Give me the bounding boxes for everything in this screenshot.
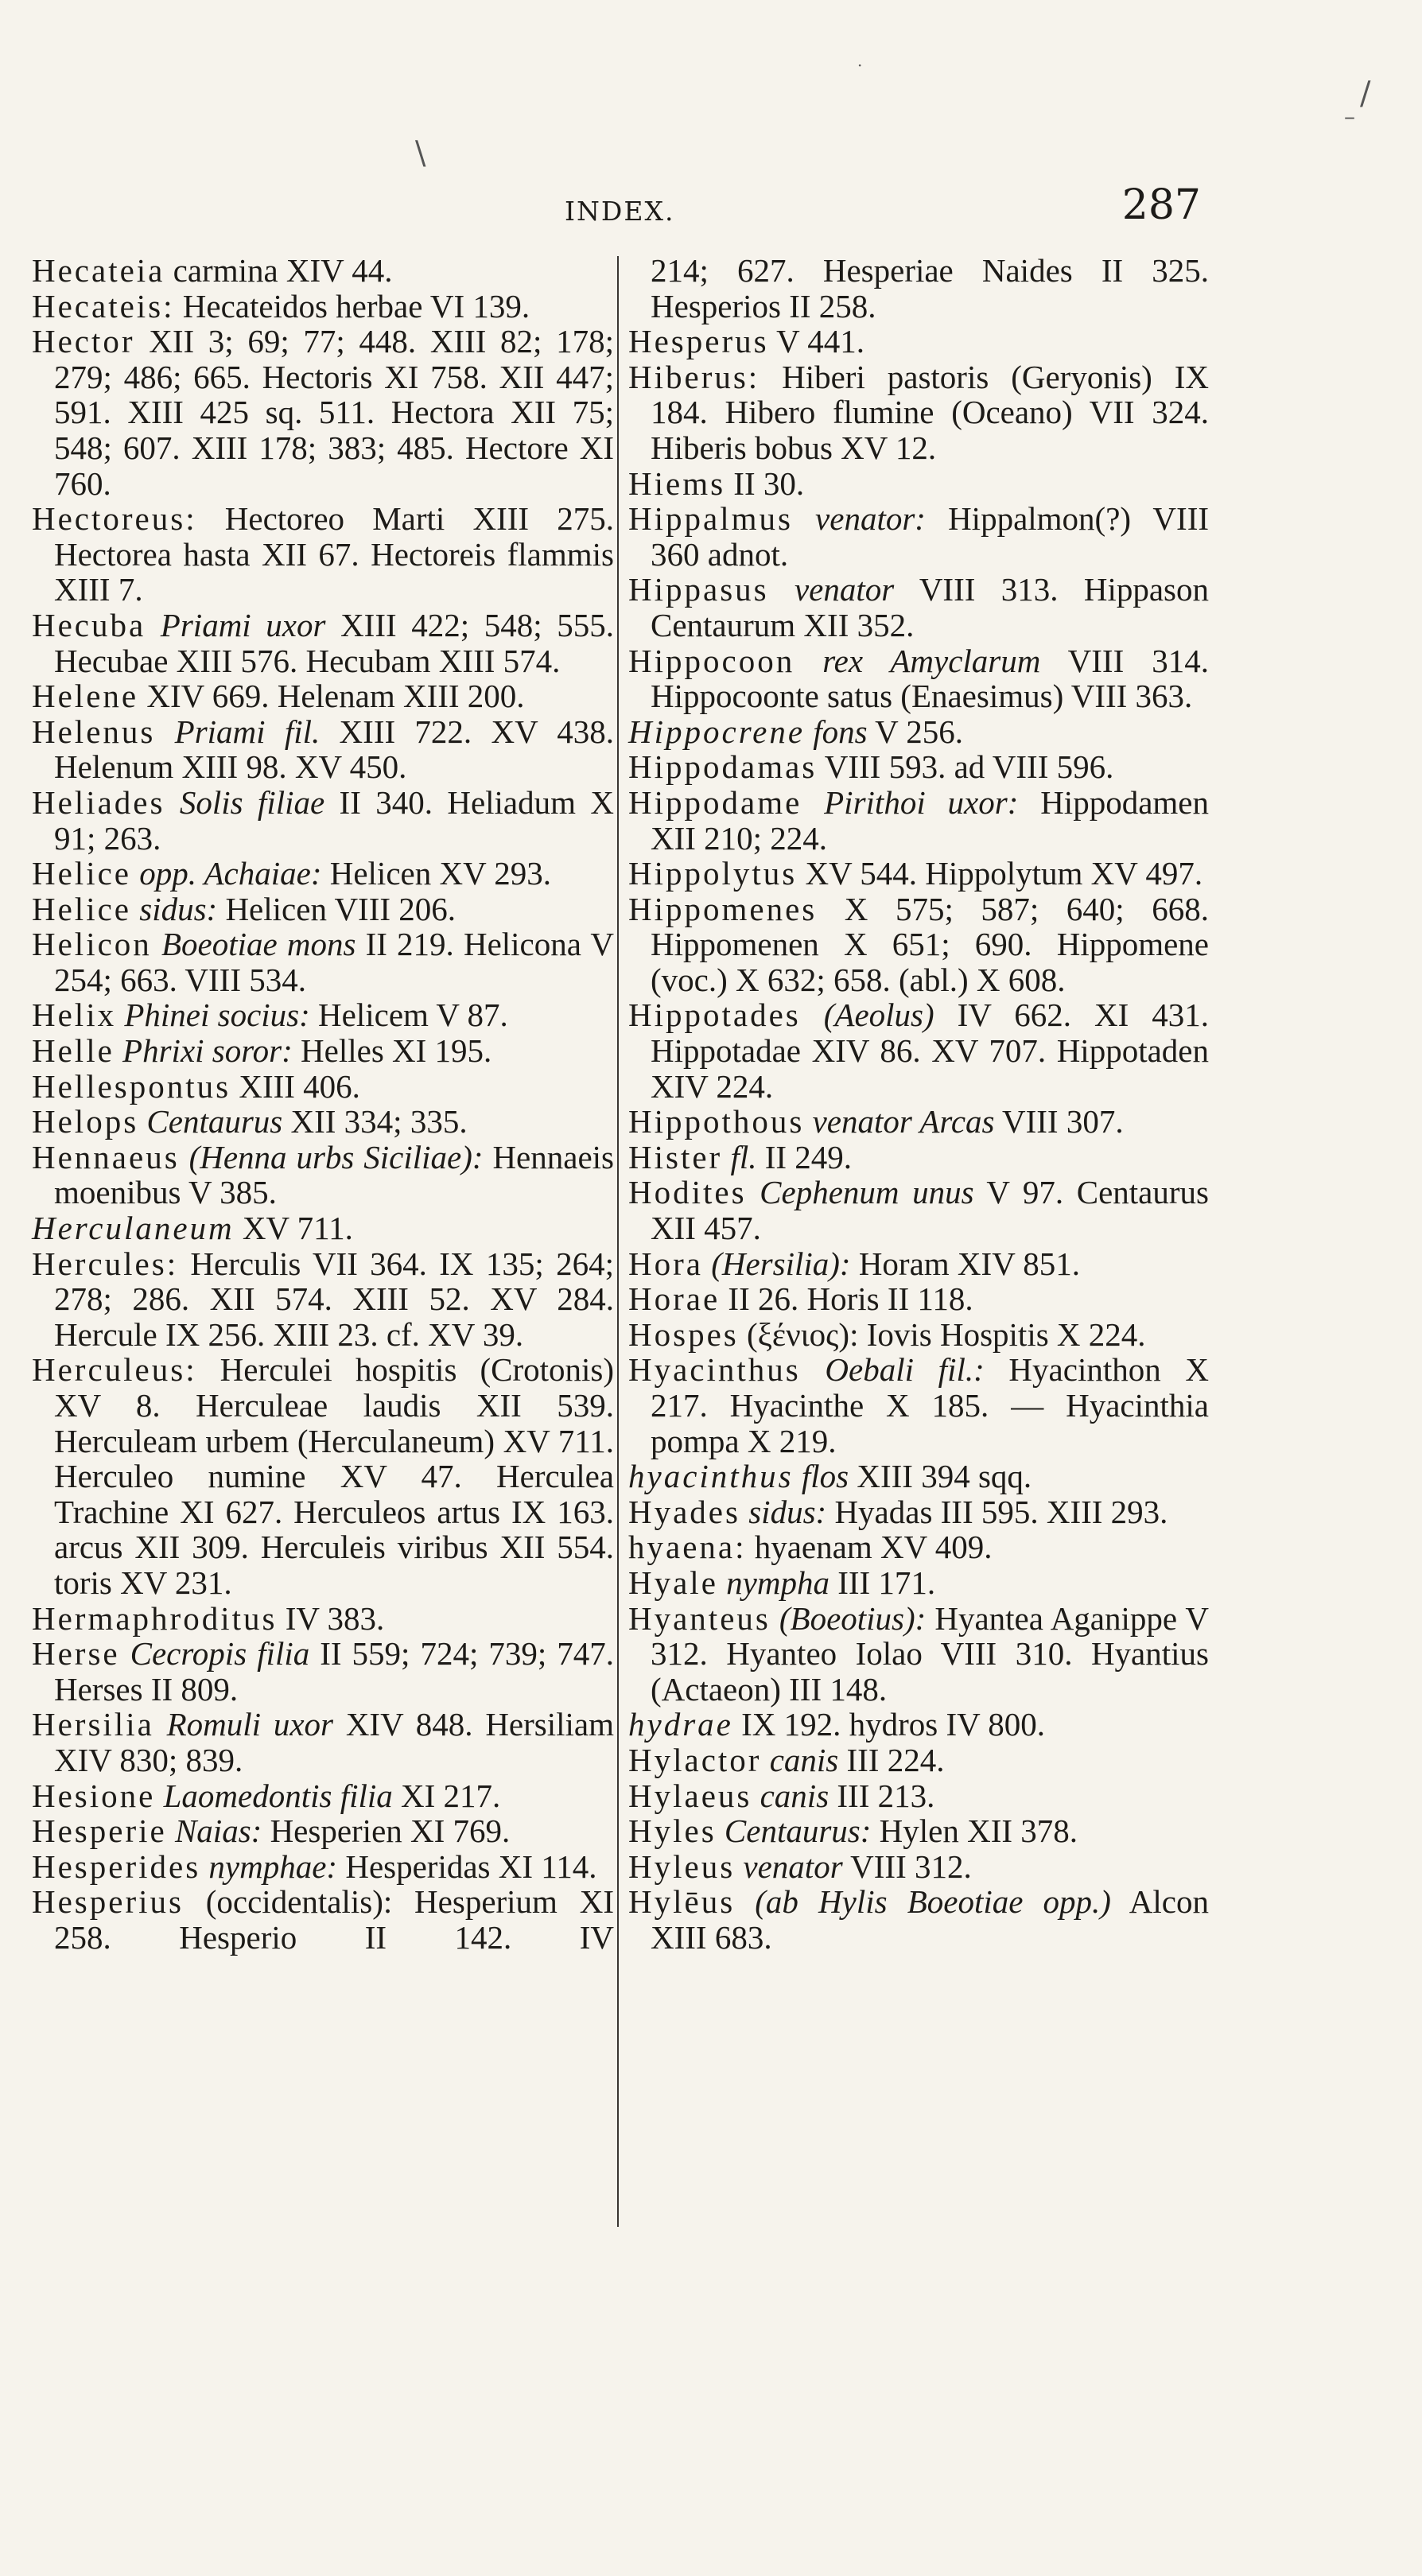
index-entry <box>628 1813 1209 1849</box>
entry-references: Helicem V 87. <box>309 997 508 1034</box>
entry-references: XIII 394 sqq. <box>849 1458 1032 1495</box>
entry-gloss: Phinei socius: <box>116 997 310 1034</box>
entry-headword: Helenus <box>32 713 156 750</box>
index-entry <box>32 1210 614 1246</box>
entry-references: Helles XI 195. <box>292 1032 492 1070</box>
entry-references: Alcon XIII 683. <box>651 1883 1210 1956</box>
entry-references: Horam XIV 851. <box>850 1245 1081 1282</box>
entry-references: II 26. Horis II 118. <box>720 1280 973 1318</box>
index-entry <box>32 1849 614 1885</box>
entry-references: III 213. <box>829 1777 935 1814</box>
index-entry <box>628 324 1209 359</box>
entry-references: III 224. <box>838 1741 945 1778</box>
index-entry <box>628 1140 1209 1175</box>
index-entry <box>32 927 614 997</box>
index-entry <box>32 1033 614 1069</box>
entry-references: Helicen XV 293. <box>321 855 551 892</box>
entry-headword: Hyles <box>628 1813 717 1850</box>
entry-gloss: Cecropis filia <box>119 1635 310 1673</box>
entry-gloss: opp. Achaiae: <box>130 855 322 892</box>
index-entry <box>628 1104 1209 1140</box>
index-entry <box>628 1601 1209 1708</box>
entry-gloss: (ab Hylis Boeotiae opp.) <box>735 1883 1111 1921</box>
index-entry <box>628 1884 1209 1955</box>
entry-references: XIII 422; 548; 555. Hecubae XIII 576. Hecubam XIII 574. <box>54 606 614 679</box>
entry-headword: Hippalmus <box>628 500 793 538</box>
entry-gloss: (Aeolus) <box>800 997 934 1034</box>
index-entry <box>628 501 1209 572</box>
entry-headword: Hylaeus <box>628 1777 752 1814</box>
index-entry <box>628 1743 1209 1778</box>
entry-references: XV 711. <box>234 1210 353 1247</box>
entry-gloss: Boeotiae mons <box>151 926 356 963</box>
index-entry <box>32 1104 614 1140</box>
entry-gloss: venator: <box>792 500 926 538</box>
entry-headword: Hippodame <box>628 783 802 821</box>
index-entry <box>32 289 614 324</box>
entry-gloss: nymphae: <box>200 1847 338 1885</box>
entry-references: Herculis VII 364. IX 135; 264; 278; 286. XII 574. XIII 52. XV 284. Hercule IX 256. XIII 23. cf. XV 39. <box>54 1245 614 1353</box>
entry-references: XV 544. Hippolytum XV 497. <box>797 855 1203 892</box>
running-title: INDEX. <box>565 196 675 227</box>
index-entry <box>628 1352 1209 1459</box>
index-entry <box>32 1636 614 1707</box>
index-entry <box>628 1246 1209 1282</box>
entry-headword: Hyale <box>628 1564 718 1601</box>
entry-headword: Helops <box>32 1103 139 1140</box>
index-entry <box>32 1813 614 1849</box>
entry-headword: Hospes <box>628 1315 739 1353</box>
entry-headword: Hodites <box>628 1174 747 1211</box>
entry-headword: Hesperie <box>32 1813 167 1850</box>
entry-headword: Hennaeus <box>32 1138 180 1175</box>
entry-headword: Hister <box>628 1138 723 1175</box>
entry-gloss: nympha <box>717 1564 830 1601</box>
entry-gloss: Solis filiae <box>165 783 325 821</box>
entry-headword: Hippomenes <box>628 890 818 927</box>
index-entry <box>628 856 1209 892</box>
entry-headword: Herculaneum <box>32 1210 235 1247</box>
entry-references: II 249. <box>756 1138 853 1175</box>
entry-headword: hydrae <box>628 1706 733 1743</box>
entry-references: Hyantea Aganippe V 312. Hyanteo Iolao VIII 310. Hyantius (Actaeon) III 148. <box>651 1599 1209 1708</box>
entry-gloss: canis <box>752 1777 830 1814</box>
entry-headword: Hyleus <box>628 1847 736 1885</box>
entry-gloss: Cephenum unus <box>746 1174 974 1211</box>
entry-headword: Hellespontus <box>32 1067 231 1105</box>
entry-headword: Herculeus: <box>32 1351 197 1389</box>
entry-headword: Hermaphroditus <box>32 1599 278 1637</box>
entry-references: IV 383. <box>277 1599 385 1637</box>
entry-references: Hesperidas XI 114. <box>337 1847 597 1885</box>
entry-gloss: (Henna urbs Siciliae): <box>179 1138 484 1175</box>
index-entry <box>32 678 614 714</box>
entry-headword: Hecateia <box>32 252 165 289</box>
entry-references: XIV 848. Hersiliam XIV 830; 839. <box>54 1706 615 1778</box>
index-entry <box>628 785 1209 856</box>
index-entry <box>32 785 614 856</box>
index-entry <box>32 608 614 678</box>
entry-references: Hesperien XI 769. <box>262 1813 511 1850</box>
entry-headword: Hesperides <box>32 1847 201 1885</box>
entry-references: XII 3; 69; 77; 448. XIII 82; 178; 279; 486; 665. Hectoris XI 758. XII 447; 591. XIII 425 sq. 511. Hectora XII 75; 548; 607. XIII 178; 383; 485. Hectore XI 760. <box>54 323 614 502</box>
scan-mark: · <box>857 56 863 75</box>
entry-gloss: sidus: <box>130 890 218 927</box>
index-entry <box>628 1849 1209 1885</box>
entry-references: VIII 312. <box>842 1847 972 1885</box>
entry-references: IX 192. hydros IV 800. <box>732 1706 1046 1743</box>
scan-mark: – <box>1344 103 1355 130</box>
entry-headword: Hesione <box>32 1777 156 1814</box>
entry-gloss: (Boeotius): <box>770 1599 927 1637</box>
index-entry <box>628 1281 1209 1317</box>
index-entry <box>628 1565 1209 1601</box>
entry-references: X 575; 587; 640; 668. Hippomenen X 651; 690. Hippomene (voc.) X 632; 658. (abl.) X 608. <box>651 890 1209 998</box>
entry-references: Herculei hospitis (Crotonis) XV 8. Herculeae laudis XII 539. Herculeam urbem (Herculaneum) XV 711. Herculeo numine XV 47. Herculea Trachine XI 627. Herculeos artus IX 163. arcus XII 309. Herculeis viribus XII 554. toris XV 231. <box>54 1351 614 1601</box>
entry-gloss: venator <box>768 571 895 608</box>
entry-headword: Hyanteus <box>628 1599 771 1637</box>
entry-references: (occidentalis): Hesperium XI 258. Hesperio II 142. IV <box>54 1883 614 1956</box>
entry-references: Helicen VIII 206. <box>217 890 457 927</box>
page-number: 287 <box>1121 181 1201 229</box>
entry-gloss: fons <box>805 713 868 750</box>
entry-references: V 97. Centaurus XII 457. <box>651 1174 1209 1247</box>
entry-references: XIII 722. XV 438. Helenum XIII 98. XV 450. <box>54 713 614 786</box>
entry-headword: Helene <box>32 678 139 715</box>
entry-references: III 171. <box>829 1564 936 1601</box>
entry-headword: Hora <box>628 1245 703 1282</box>
entry-gloss: Priami fil. <box>155 713 321 750</box>
scan-mark: / <box>1360 76 1371 112</box>
entry-headword: Hesperius <box>32 1883 184 1921</box>
entry-references: XIV 669. Helenam XIII 200. <box>138 678 525 715</box>
entry-gloss: Priami uxor <box>146 606 326 643</box>
index-column-right <box>628 253 1209 1956</box>
column-divider <box>617 256 619 2227</box>
entry-headword: Hippasus <box>628 571 769 608</box>
index-entry <box>628 1529 1209 1565</box>
index-entry <box>628 1494 1209 1530</box>
entry-references: II 30. <box>725 464 805 502</box>
entry-gloss: Romuli uxor <box>153 1706 334 1743</box>
entry-headword: Hippolytus <box>628 855 798 892</box>
index-entry <box>628 1778 1209 1814</box>
entry-headword: Hippocrene <box>628 713 806 750</box>
entry-gloss: rex Amyclarum <box>795 642 1041 679</box>
entry-references: VIII 313. Hippason Centaurum XII 352. <box>651 571 1209 643</box>
index-entry <box>32 997 614 1033</box>
entry-headword: Hecuba <box>32 606 146 643</box>
entry-headword: Heliades <box>32 783 165 821</box>
entry-headword: Hecateis: <box>32 287 175 324</box>
index-entry <box>628 1317 1209 1353</box>
entry-gloss: sidus: <box>740 1493 827 1530</box>
entry-gloss: canis <box>761 1741 839 1778</box>
index-entry <box>32 1069 614 1105</box>
entry-references: VIII 593. ad VIII 596. <box>817 748 1114 786</box>
entry-gloss: venator Arcas <box>804 1103 995 1140</box>
entry-references: VIII 314. Hippocoonte satus (Enaesimus) VIII 363. <box>651 642 1209 715</box>
entry-references: 214; 627. Hesperiae Naides II 325. Hesperios II 258. <box>651 252 1209 324</box>
entry-references: Hippodamen XII 210; 224. <box>651 783 1209 857</box>
entry-headword: Hector <box>32 323 135 360</box>
index-entry <box>628 892 1209 998</box>
index-entry <box>628 572 1209 643</box>
entry-references: Hyadas III 595. XIII 293. <box>826 1493 1168 1530</box>
entry-headword: Helice <box>32 855 131 892</box>
entry-headword: Helle <box>32 1032 115 1070</box>
entry-references: Hecateidos herbae VI 139. <box>174 287 530 324</box>
index-entry <box>32 856 614 892</box>
entry-references: IV 662. XI 431. Hippotadae XIV 86. XV 707. Hippotaden XIV 224. <box>651 997 1209 1105</box>
entry-headword: Hercules: <box>32 1245 179 1282</box>
entry-headword: Hiems <box>628 464 726 502</box>
entry-headword: Hylactor <box>628 1741 762 1778</box>
entry-headword: Helix <box>32 997 117 1034</box>
index-entry <box>32 892 614 927</box>
entry-headword: Helicon <box>32 926 152 963</box>
index-entry <box>32 1884 614 1955</box>
entry-gloss: fl. <box>722 1138 757 1175</box>
index-entry <box>32 1601 614 1637</box>
index-entry <box>32 1352 614 1600</box>
index-entry <box>628 1459 1209 1494</box>
entry-references: Hiberi pastoris (Geryonis) IX 184. Hibero flumine (Oceano) VII 324. Hiberis bobus XV 12. <box>651 358 1209 466</box>
entry-headword: Hylēus <box>628 1883 736 1921</box>
entry-gloss: flos <box>793 1458 849 1495</box>
index-entry <box>628 359 1209 466</box>
entry-gloss: Oebali fil.: <box>800 1351 985 1389</box>
entry-headword: Hyades <box>628 1493 740 1530</box>
entry-references: II 340. Heliadum X 91; 263. <box>54 783 614 857</box>
index-entry <box>628 1707 1209 1743</box>
entry-references: V 256. <box>867 713 964 750</box>
entry-headword: Hippodamas <box>628 748 818 786</box>
scan-mark: \ <box>415 135 426 172</box>
index-entry <box>32 714 614 785</box>
entry-headword: Hyacinthus <box>628 1351 801 1389</box>
entry-references: XI 217. <box>392 1777 501 1814</box>
index-entry <box>32 501 614 608</box>
entry-gloss: Naias: <box>166 1813 262 1850</box>
entry-headword: Hippothous <box>628 1103 805 1140</box>
entry-references: Hyacinthon X 217. Hyacinthe X 185. — Hyacinthia pompa X 219. <box>651 1351 1209 1459</box>
index-entry <box>628 997 1209 1104</box>
index-entry <box>32 253 614 289</box>
entry-gloss: Pirithoi uxor: <box>802 783 1019 821</box>
entry-references: XII 334; 335. <box>282 1103 468 1140</box>
index-entry <box>628 749 1209 785</box>
index-entry <box>32 1246 614 1353</box>
entry-references: II 559; 724; 739; 747. Herses II 809. <box>54 1635 614 1708</box>
entry-references: Hippalmon(?) VIII 360 adnot. <box>651 500 1209 573</box>
index-entry <box>32 1778 614 1814</box>
entry-headword: hyacinthus <box>628 1458 794 1495</box>
index-entry <box>628 714 1209 750</box>
index-entry <box>628 1175 1209 1245</box>
entry-gloss: venator <box>735 1847 843 1885</box>
page-header <box>0 181 1225 237</box>
entry-headword: Hersilia <box>32 1706 154 1743</box>
entry-headword: Herse <box>32 1635 120 1673</box>
entry-gloss: Centaurus <box>138 1103 283 1140</box>
index-entry <box>628 253 1209 324</box>
index-entry <box>32 1707 614 1778</box>
entry-references: XIII 406. <box>231 1067 360 1105</box>
entry-references: II 219. Helicona V 254; 663. VIII 534. <box>54 926 614 998</box>
index-entry <box>32 324 614 501</box>
entry-gloss: Phrixi soror: <box>114 1032 293 1070</box>
entry-headword: Hectoreus: <box>32 500 197 538</box>
entry-references: hyaenam XV 409. <box>746 1529 993 1566</box>
entry-gloss: (Hersilia): <box>702 1245 851 1282</box>
index-entry <box>628 643 1209 714</box>
entry-references: carmina XIV 44. <box>165 252 393 289</box>
entry-headword: Helice <box>32 890 131 927</box>
entry-references: Hectoreo Marti XIII 275. Hectorea hasta XII 67. Hectoreis flammis XIII 7. <box>54 500 614 608</box>
entry-headword: Hesperus <box>628 323 769 360</box>
entry-headword: hyaena: <box>628 1529 747 1566</box>
entry-references: Hennaeis moenibus V 385. <box>54 1138 614 1211</box>
entry-headword: Hippotades <box>628 997 801 1034</box>
entry-headword: Hiberus: <box>628 358 760 395</box>
entry-references: VIII 307. <box>994 1103 1124 1140</box>
entry-headword: Horae <box>628 1280 721 1318</box>
entry-references: V 441. <box>768 323 864 360</box>
entry-references: (ξένιος): Iovis Hospitis X 224. <box>738 1315 1146 1353</box>
index-entry <box>628 466 1209 502</box>
entry-references: Hylen XII 378. <box>871 1813 1078 1850</box>
entry-headword: Hippocoon <box>628 642 795 679</box>
index-column-left <box>32 253 614 1956</box>
entry-gloss: Centaurus: <box>716 1813 872 1850</box>
index-entry <box>32 1140 614 1210</box>
entry-gloss: Laomedontis filia <box>155 1777 393 1814</box>
